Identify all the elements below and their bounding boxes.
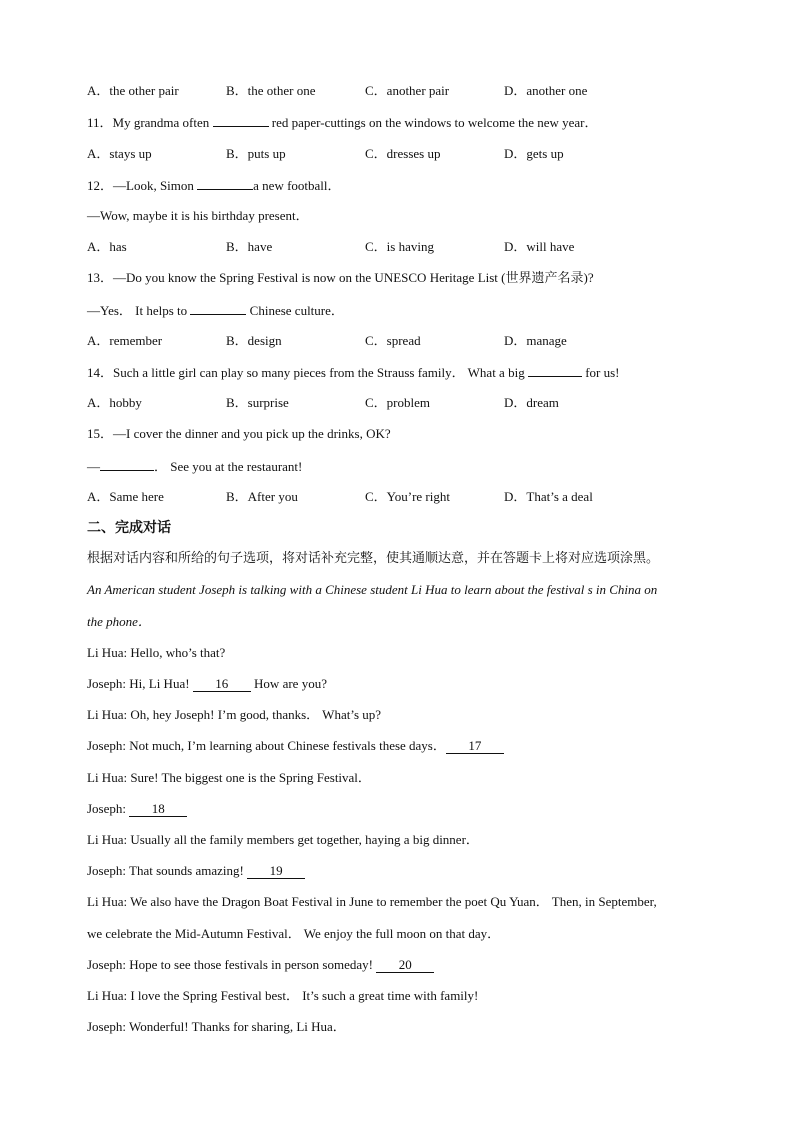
q12-blank xyxy=(197,175,253,190)
q14-blank xyxy=(528,362,582,377)
q13-option-a: A．remember xyxy=(87,333,163,348)
blank-17: 17 xyxy=(446,739,504,754)
blank-16: 16 xyxy=(193,677,251,692)
q14-option-c: C．problem xyxy=(365,395,430,410)
dialogue-line-9a: Li Hua: We also have the Dragon Boat Festival in June to remember the poet Qu Yuan． Then, in September, xyxy=(87,894,657,909)
dialogue-line-9b: we celebrate the Mid-Autumn Festival． We enjoy the full moon on that day． xyxy=(87,926,501,941)
q12-stem: 12．—Look, Simon a new football． xyxy=(87,175,714,195)
q10-option-c: C．another pair xyxy=(365,83,450,98)
q13-reply: —Yes． It helps to Chinese culture． xyxy=(87,300,714,320)
q15-option-b: B．After you xyxy=(226,489,298,504)
q13-option-c: C．spread xyxy=(365,333,421,348)
q14-options xyxy=(87,393,714,413)
q15-option-d: D．That’s a deal xyxy=(504,489,593,504)
dialogue-line-5: Li Hua: Sure! The biggest one is the Spring Festival． xyxy=(87,770,371,785)
dialogue-line-2: Joseph: Hi, Li Hua! 16 How are you? xyxy=(87,676,327,691)
q13-option-d: D．manage xyxy=(504,333,567,348)
q13-blank xyxy=(190,300,246,315)
q12-option-c: C．is having xyxy=(365,239,434,254)
q12-option-d: D．will have xyxy=(504,239,575,254)
dialogue-line-10: Joseph: Hope to see those festivals in person someday! 20 xyxy=(87,955,714,975)
q11-option-c: C．dresses up xyxy=(365,146,441,161)
q14-stem: 14．Such a little girl can play so many pieces from the Strauss family． What a big for us! xyxy=(87,362,714,382)
q11-stem: 11．My grandma often red paper-cuttings on the windows to welcome the new year． xyxy=(87,112,714,132)
q11-options xyxy=(87,144,714,164)
q10-option-d: D．another one xyxy=(504,83,588,98)
blank-19: 19 xyxy=(247,864,305,879)
q13-option-b: B．design xyxy=(226,333,282,348)
section-heading: 二、完成对话 xyxy=(87,520,171,536)
q10-option-b: B．the other one xyxy=(226,83,316,98)
blank-20: 20 xyxy=(376,958,434,973)
q10-option-a: A．the other pair xyxy=(87,83,179,98)
blank-18: 18 xyxy=(129,802,187,817)
q13-stem: 13．—Do you know the Spring Festival is now on the UNESCO Heritage List (世界遗产名录)? xyxy=(87,270,594,285)
dialogue-line-4: Joseph: Not much, I’m learning about Chinese festivals these days． 17 xyxy=(87,736,714,756)
q14-option-d: D．dream xyxy=(504,395,559,410)
dialogue-intro-line-1: An American student Joseph is talking with a Chinese student Li Hua to learn about the festival s in China on xyxy=(87,582,658,597)
q11-option-b: B．puts up xyxy=(226,146,286,161)
dialogue-line-12: Joseph: Wonderful! Thanks for sharing, Li Hua． xyxy=(87,1019,346,1034)
dialogue-line-3: Li Hua: Oh, hey Joseph! I’m good, thanks． What’s up? xyxy=(87,707,382,722)
q11-option-a: A．stays up xyxy=(87,146,152,161)
q12-option-b: B．have xyxy=(226,239,273,254)
dialogue-line-7: Li Hua: Usually all the family members get together, haying a big dinner． xyxy=(87,832,479,847)
dialogue-line-11: Li Hua: I love the Spring Festival best． It’s such a great time with family! xyxy=(87,988,479,1003)
q15-stem: 15．—I cover the dinner and you pick up the drinks, OK? xyxy=(87,426,391,441)
q13-options xyxy=(87,331,714,351)
q11-option-d: D．gets up xyxy=(504,146,564,161)
dialogue-line-1: Li Hua: Hello, who’s that? xyxy=(87,645,226,660)
q15-reply: — ． See you at the restaurant! xyxy=(87,456,714,476)
q12-option-a: A．has xyxy=(87,239,127,254)
dialogue-line-6: Joseph: 18 xyxy=(87,799,714,819)
section-instruction: 根据对话内容和所给的句子选项，将对话补充完整，使其通顺达意，并在答题卡上将对应选项涂黑。 xyxy=(87,551,660,566)
dialogue-line-8: Joseph: That sounds amazing! 19 xyxy=(87,861,714,881)
q14-option-b: B．surprise xyxy=(226,395,289,410)
q15-option-a: A．Same here xyxy=(87,489,164,504)
q14-option-a: A．hobby xyxy=(87,395,142,410)
q15-blank xyxy=(100,456,154,471)
dialogue-intro-line-2: the phone． xyxy=(87,614,151,629)
q11-blank xyxy=(213,112,269,127)
q12-options xyxy=(87,237,714,257)
q12-reply: —Wow, maybe it is his birthday present． xyxy=(87,208,309,223)
q10-options xyxy=(87,81,714,101)
q15-options xyxy=(87,487,714,507)
q15-option-c: C．You’re right xyxy=(365,489,450,504)
